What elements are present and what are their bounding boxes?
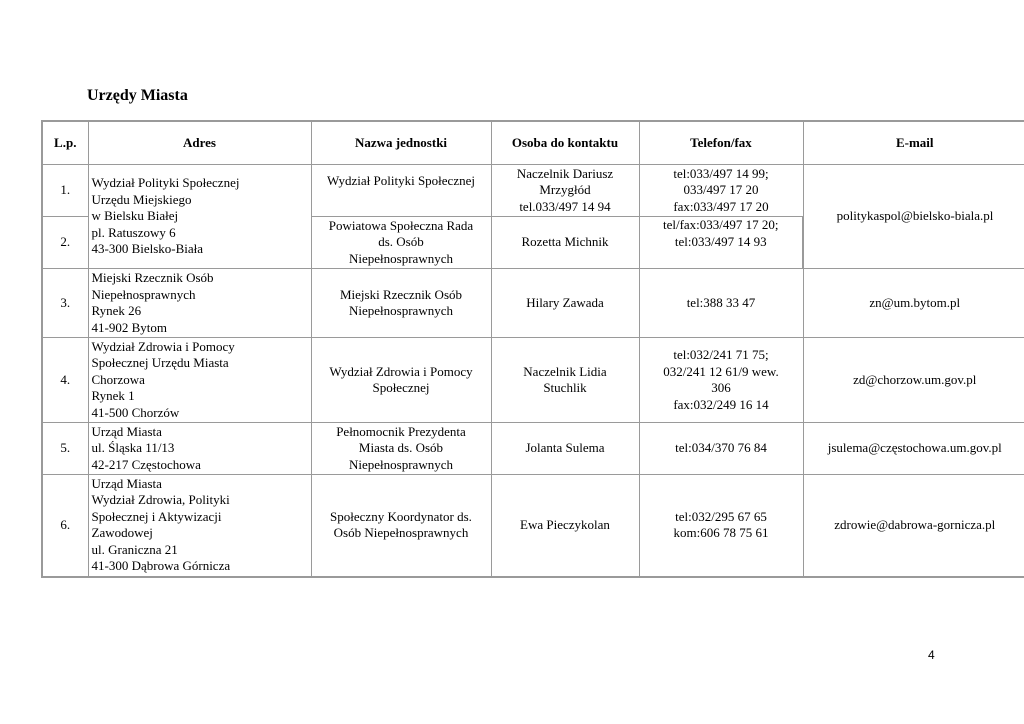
table-row	[42, 475, 1024, 577]
address-line: Urząd Miasta	[91, 423, 162, 439]
contact-cell	[491, 165, 639, 217]
address-line: 42-217 Częstochowa	[91, 456, 201, 472]
address-line: 41-300 Dąbrowa Górnicza	[91, 558, 231, 574]
unit-name-cell	[311, 217, 491, 269]
address-line: ul. Graniczna 21	[91, 541, 178, 557]
address-line: Wydział Zdrowia, Polityki	[91, 492, 230, 508]
email-cell	[803, 165, 1024, 269]
phone-cell	[639, 165, 803, 217]
unit-name-line: ds. Osób	[378, 234, 424, 250]
address-line: Rynek 1	[91, 388, 135, 404]
email-link[interactable]: jsulema@częstochowa.um.gov.pl	[827, 440, 1002, 456]
contact-cell	[491, 269, 639, 338]
address-line: Chorzowa	[91, 371, 145, 387]
email-link[interactable]: zn@um.bytom.pl	[869, 294, 961, 310]
header-contact-person: Osoba do kontaktu	[491, 121, 639, 165]
contact-line: Hilary Zawada	[526, 294, 604, 310]
contact-line: Ewa Pieczykolan	[520, 517, 610, 532]
unit-name-cell	[311, 165, 491, 217]
header-unit-name: Nazwa jednostki	[311, 121, 491, 165]
email-link[interactable]: zd@chorzow.um.gov.pl	[853, 371, 977, 387]
address-line: Niepełnosprawnych	[91, 286, 196, 302]
email-link[interactable]: politykaspol@bielsko-biala.pl	[836, 208, 994, 224]
contact-line: Naczelnik Dariusz	[516, 165, 614, 181]
unit-name-line: Miejski Rzecznik Osób	[339, 286, 463, 302]
page-title: Urzędy Miasta	[87, 87, 188, 104]
address-line: Urząd Miasta	[91, 475, 162, 491]
phone-cell	[639, 338, 803, 423]
contact-line: Stuchlik	[543, 380, 587, 395]
phone-line: tel:388 33 47	[686, 294, 756, 310]
unit-name-line: Wydział Polityki Społecznej	[327, 173, 475, 188]
phone-cell	[639, 217, 803, 269]
unit-name-line: Niepełnosprawnych	[349, 456, 453, 472]
phone-line: 033/497 17 20	[683, 182, 759, 198]
phone-cell	[639, 269, 803, 338]
contact-line: Jolanta Sulema	[525, 440, 605, 456]
contact-line: Mrzygłód	[539, 182, 591, 198]
address-line: 41-500 Chorzów	[91, 404, 180, 420]
phone-line: 306	[711, 380, 731, 395]
row-number: 2.	[42, 217, 88, 269]
unit-name-cell	[311, 423, 491, 475]
phone-line: 032/241 12 61/9 wew.	[663, 363, 779, 379]
address-line: Miejski Rzecznik Osób	[91, 270, 214, 285]
address-line: Urzędu Miejskiego	[91, 191, 192, 207]
unit-name-line: Niepełnosprawnych	[349, 303, 453, 318]
row-number: 6.	[42, 475, 88, 577]
table-row	[42, 338, 1024, 423]
address-cell	[88, 165, 311, 269]
contact-phone: tel.033/497 14 94	[519, 198, 611, 214]
address-cell	[88, 475, 311, 577]
header-phone-fax: Telefon/fax	[639, 121, 803, 165]
contact-cell	[491, 475, 639, 577]
row-number: 5.	[42, 423, 88, 475]
table-row	[42, 423, 1024, 475]
contact-cell	[491, 217, 639, 269]
email-link[interactable]: zdrowie@dabrowa-gornicza.pl	[834, 517, 996, 532]
header-address: Adres	[88, 121, 311, 165]
row-number: 3.	[42, 269, 88, 338]
email-cell	[803, 475, 1024, 577]
address-line: Społecznej Urzędu Miasta	[91, 355, 229, 371]
phone-line: tel/fax:033/497 17 20;	[662, 217, 779, 232]
table-header-row	[42, 121, 1024, 165]
address-line: ul. Śląska 11/13	[91, 440, 175, 456]
contact-cell	[491, 338, 639, 423]
fax-line: fax:033/497 17 20	[673, 198, 769, 214]
unit-name-line: Powiatowa Społeczna Rada	[328, 217, 474, 233]
contact-line: Rozetta Michnik	[521, 234, 609, 250]
header-lp: L.p.	[42, 121, 88, 165]
mobile-line: kom:606 78 75 61	[673, 525, 769, 541]
address-cell	[88, 269, 311, 338]
phone-line: tel:033/497 14 93	[674, 233, 767, 249]
address-line: 43-300 Bielsko-Biała	[91, 241, 204, 257]
unit-name-cell	[311, 475, 491, 577]
address-line: w Bielsku Białej	[91, 208, 179, 224]
unit-name-cell	[311, 269, 491, 338]
header-email: E-mail	[803, 121, 1024, 165]
unit-name-line: Miasta ds. Osób	[358, 440, 444, 456]
phone-cell	[639, 423, 803, 475]
table-row	[42, 165, 1024, 217]
phone-line: tel:032/241 71 75;	[673, 347, 769, 362]
page-number: 4	[928, 648, 935, 662]
row-number: 1.	[42, 165, 88, 217]
address-line: Społecznej i Aktywizacji	[91, 508, 222, 524]
phone-line: tel:034/370 76 84	[675, 440, 767, 456]
address-line: pl. Ratuszowy 6	[91, 224, 176, 240]
address-line: 41-902 Bytom	[91, 319, 167, 335]
unit-name-line: Pełnomocnik Prezydenta	[336, 423, 466, 439]
fax-line: fax:032/249 16 14	[673, 396, 769, 412]
address-line: Rynek 26	[91, 303, 142, 318]
address-line: Wydział Polityki Społecznej	[91, 175, 240, 191]
email-cell	[803, 338, 1024, 423]
unit-name-line: Społecznej	[372, 380, 430, 395]
unit-name-line: Osób Niepełnosprawnych	[333, 525, 469, 541]
address-cell	[88, 338, 311, 423]
table-row	[42, 269, 1024, 338]
contact-line: Naczelnik Lidia	[523, 363, 607, 379]
row-number: 4.	[42, 338, 88, 423]
unit-name-line: Wydział Zdrowia i Pomocy	[329, 363, 473, 379]
email-cell	[803, 423, 1024, 475]
address-line: Zawodowej	[91, 525, 153, 541]
unit-name-line: Niepełnosprawnych	[349, 250, 453, 266]
phone-line: tel:033/497 14 99;	[673, 165, 769, 181]
contacts-table	[41, 120, 1024, 578]
contact-cell	[491, 423, 639, 475]
address-line: Wydział Zdrowia i Pomocy	[91, 338, 235, 354]
unit-name-cell	[311, 338, 491, 423]
phone-cell	[639, 475, 803, 577]
phone-line: tel:032/295 67 65	[675, 508, 767, 524]
email-cell	[803, 269, 1024, 338]
unit-name-line: Społeczny Koordynator ds.	[330, 508, 472, 524]
address-cell	[88, 423, 311, 475]
